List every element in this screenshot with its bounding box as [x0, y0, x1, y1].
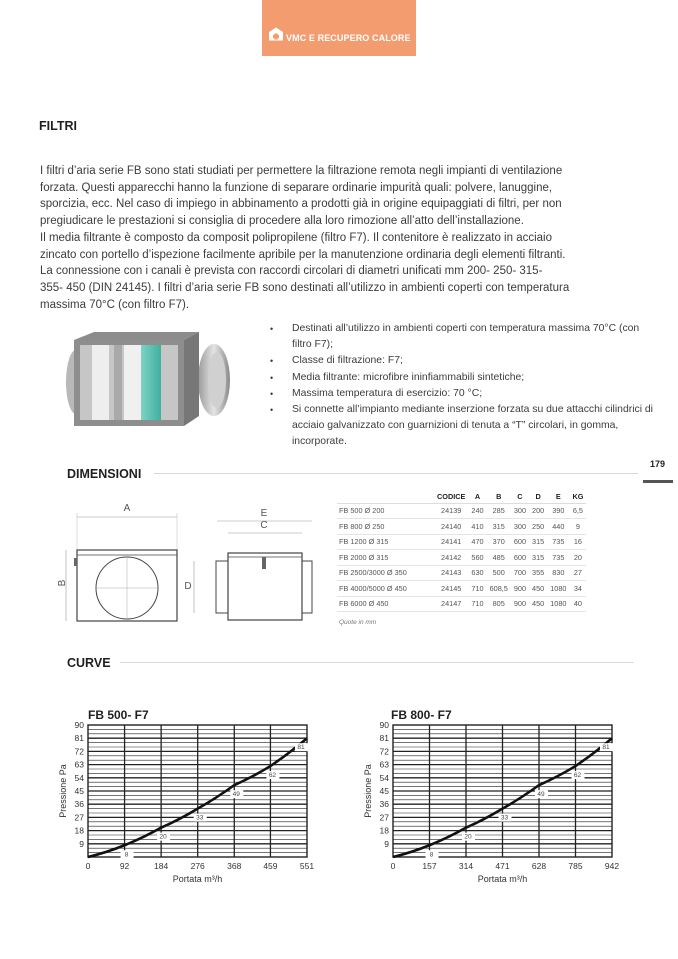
value-cell: 315 [529, 534, 547, 550]
category-tab [262, 0, 416, 56]
value-cell: 470 [468, 534, 486, 550]
svg-text:E: E [260, 508, 268, 519]
value-cell: 27 [569, 565, 586, 581]
table-row [337, 581, 586, 597]
intro-line: zincato con portello d’ispezione facilmente apribile per la manutenzione ordinaria degli elementi filtranti. [40, 248, 566, 261]
svg-text:18: 18 [379, 825, 389, 836]
svg-text:45: 45 [379, 786, 389, 796]
svg-text:90: 90 [379, 720, 389, 730]
svg-text:9: 9 [384, 838, 389, 849]
value-cell: 355 [529, 565, 547, 581]
value-cell: 450 [529, 596, 547, 612]
svg-text:81: 81 [379, 733, 389, 744]
svg-text:54: 54 [379, 772, 389, 783]
value-cell: 300 [511, 503, 529, 519]
column-header: B [487, 490, 511, 503]
svg-text:20: 20 [159, 833, 167, 841]
chart-title: FB 800- F7 [391, 708, 452, 722]
value-cell: 700 [511, 565, 529, 581]
value-cell: 450 [529, 581, 547, 597]
svg-text:81: 81 [602, 744, 610, 752]
svg-text:0: 0 [390, 861, 396, 871]
intro-line: 355- 450 (DIN 24145). I filtri d’aria serie FB sono destinati all’utilizzo in ambienti coperti con temperatura [40, 281, 570, 294]
value-cell: 390 [547, 503, 569, 519]
svg-text:27: 27 [74, 812, 84, 823]
svg-text:8: 8 [124, 851, 129, 859]
svg-text:36: 36 [74, 799, 84, 810]
svg-text:72: 72 [379, 746, 389, 757]
filter-box-image [64, 330, 234, 430]
dimensions-table [337, 490, 586, 612]
svg-text:27: 27 [379, 812, 389, 823]
model-cell: FB 1200 Ø 315 [337, 534, 434, 550]
table-row [337, 503, 586, 519]
column-header [337, 490, 434, 503]
value-cell: 1080 [547, 596, 569, 612]
column-header: CODICE [434, 490, 468, 503]
svg-text:72: 72 [74, 746, 84, 757]
section-title: FILTRI [39, 119, 77, 133]
value-cell: 16 [569, 534, 586, 550]
value-cell: 485 [487, 550, 511, 566]
svg-text:942: 942 [604, 861, 620, 871]
column-header: E [547, 490, 569, 503]
value-cell: 805 [487, 596, 511, 612]
value-cell: 24147 [434, 596, 468, 612]
value-cell: 24140 [434, 519, 468, 535]
svg-text:471: 471 [495, 861, 510, 871]
svg-text:92: 92 [119, 861, 130, 871]
svg-text:C: C [260, 520, 268, 531]
svg-text:62: 62 [268, 772, 277, 780]
model-cell: FB 6000 Ø 450 [337, 596, 434, 612]
dimension-drawing [40, 495, 330, 625]
svg-text:Portata m³/h: Portata m³/h [172, 874, 223, 884]
svg-text:9: 9 [79, 838, 84, 849]
page-number: 179 [650, 459, 666, 469]
value-cell: 735 [547, 550, 569, 566]
svg-text:785: 785 [568, 861, 583, 871]
chart-title: FB 500- F7 [88, 708, 149, 722]
value-cell: 6,5 [569, 503, 586, 519]
model-cell: FB 4000/5000 Ø 450 [337, 581, 434, 597]
intro-line: forzata. Questi apparecchi hanno la funzione di separare ordinarie impurità quali: polvere, lanuggine, [40, 181, 553, 194]
column-header: KG [569, 490, 586, 503]
feature-item: • Media filtrante: microfibre ininfiammabili sintetiche; [268, 370, 658, 386]
curves-heading: CURVE [67, 656, 111, 670]
value-cell: 24139 [434, 503, 468, 519]
value-cell: 600 [511, 534, 529, 550]
model-cell: FB 2500/3000 Ø 350 [337, 565, 434, 581]
value-cell: 24145 [434, 581, 468, 597]
chart-fb500 [40, 700, 340, 890]
model-cell: FB 500 Ø 200 [337, 503, 434, 519]
value-cell: 600 [511, 550, 529, 566]
svg-text:Pressione Pa: Pressione Pa [363, 764, 373, 818]
column-header: A [468, 490, 486, 503]
value-cell: 34 [569, 581, 586, 597]
section-divider [154, 473, 638, 474]
page-marker [643, 480, 673, 483]
table-row [337, 534, 586, 550]
svg-text:63: 63 [379, 759, 389, 770]
svg-text:81: 81 [297, 744, 305, 752]
units-note: Quote in mm [339, 619, 377, 626]
svg-text:276: 276 [190, 861, 205, 871]
svg-text:0: 0 [85, 861, 91, 871]
svg-text:49: 49 [232, 791, 240, 799]
svg-text:33: 33 [500, 814, 509, 822]
intro-line: Il media filtrante è composto da composit polipropilene (filtro F7). Il contenitore è realizzato in acciaio [40, 231, 552, 244]
svg-text:62: 62 [573, 772, 582, 780]
value-cell: 440 [547, 519, 569, 535]
model-cell: FB 800 Ø 250 [337, 519, 434, 535]
dimensions-heading: DIMENSIONI [67, 467, 142, 481]
features-list [268, 321, 658, 451]
value-cell: 410 [468, 519, 486, 535]
table-row [337, 519, 586, 535]
table-row [337, 550, 586, 566]
svg-text:628: 628 [531, 861, 547, 871]
value-cell: 200 [529, 503, 547, 519]
value-cell: 315 [529, 550, 547, 566]
value-cell: 250 [529, 519, 547, 535]
svg-text:B: B [57, 579, 68, 587]
svg-text:Portata m³/h: Portata m³/h [477, 874, 528, 884]
svg-text:314: 314 [458, 861, 474, 871]
value-cell: 1080 [547, 581, 569, 597]
value-cell: 900 [511, 596, 529, 612]
column-header: C [511, 490, 529, 503]
value-cell: 500 [487, 565, 511, 581]
value-cell: 315 [487, 519, 511, 535]
svg-text:184: 184 [154, 861, 169, 871]
value-cell: 370 [487, 534, 511, 550]
svg-text:551: 551 [299, 861, 315, 871]
svg-text:18: 18 [74, 825, 84, 836]
value-cell: 9 [569, 519, 586, 535]
intro-paragraph [40, 163, 650, 313]
svg-text:45: 45 [74, 786, 84, 796]
svg-text:368: 368 [227, 861, 242, 871]
svg-text:36: 36 [379, 799, 389, 810]
svg-text:33: 33 [196, 814, 204, 822]
svg-text:54: 54 [74, 772, 84, 783]
svg-text:20: 20 [464, 833, 472, 841]
svg-text:90: 90 [74, 720, 84, 730]
svg-text:A: A [123, 503, 131, 514]
value-cell: 24143 [434, 565, 468, 581]
table-row [337, 596, 586, 612]
svg-text:63: 63 [74, 759, 84, 770]
intro-line: pregiudicare le prestazioni si consiglia di procedere alla loro rimozione all’atto dell’installazione. [40, 215, 524, 228]
value-cell: 560 [468, 550, 486, 566]
column-header: D [529, 490, 547, 503]
home-plus-icon [268, 27, 284, 41]
value-cell: 24141 [434, 534, 468, 550]
svg-text:81: 81 [74, 733, 84, 744]
intro-line: sporcizia, ecc. Nel caso di impiego in abbinamento a prodotti già in origine equipaggiati di filtri, per non [40, 198, 562, 211]
category-label: VMC E RECUPERO CALORE [286, 33, 411, 43]
intro-line: massima 70°C (con filtro F7). [40, 298, 190, 311]
table-row [337, 565, 586, 581]
intro-line: La connessione con i canali è prevista con raccordi circolari di diametri unificati mm 200- 250- 315- [40, 265, 543, 278]
svg-text:8: 8 [429, 851, 434, 859]
svg-text:157: 157 [422, 861, 437, 871]
value-cell: 830 [547, 565, 569, 581]
value-cell: 240 [468, 503, 486, 519]
svg-text:49: 49 [537, 791, 545, 799]
intro-line: I filtri d’aria serie FB sono stati studiati per permettere la filtrazione remota negli impianti di ventilazione [40, 165, 563, 177]
value-cell: 20 [569, 550, 586, 566]
value-cell: 24142 [434, 550, 468, 566]
pressure-curve-chart [40, 700, 340, 890]
svg-text:D: D [184, 581, 192, 592]
value-cell: 300 [511, 519, 529, 535]
value-cell: 630 [468, 565, 486, 581]
section-divider [120, 662, 634, 663]
feature-item: • Massima temperatura di esercizio: 70 °C; [268, 386, 658, 402]
feature-item: • Destinati all’utilizzo in ambienti coperti con temperatura massima 70°C (con filtro F7); [268, 321, 658, 353]
value-cell: 710 [468, 581, 486, 597]
svg-text:459: 459 [263, 861, 278, 871]
value-cell: 900 [511, 581, 529, 597]
feature-item: • Classe di filtrazione: F7; [268, 353, 658, 369]
svg-text:Pressione Pa: Pressione Pa [58, 764, 68, 818]
chart-fb800 [345, 700, 645, 890]
pressure-curve-chart [345, 700, 645, 890]
feature-item: • Si connette all’impianto mediante inserzione forzata su due attacchi cilindrici di acciaio galvanizzato con guarnizioni di tenuta a “T” circolari, in gomma, incorporate. [268, 402, 658, 451]
model-cell: FB 2000 Ø 315 [337, 550, 434, 566]
value-cell: 710 [468, 596, 486, 612]
value-cell: 285 [487, 503, 511, 519]
value-cell: 608,5 [487, 581, 511, 597]
value-cell: 735 [547, 534, 569, 550]
value-cell: 40 [569, 596, 586, 612]
